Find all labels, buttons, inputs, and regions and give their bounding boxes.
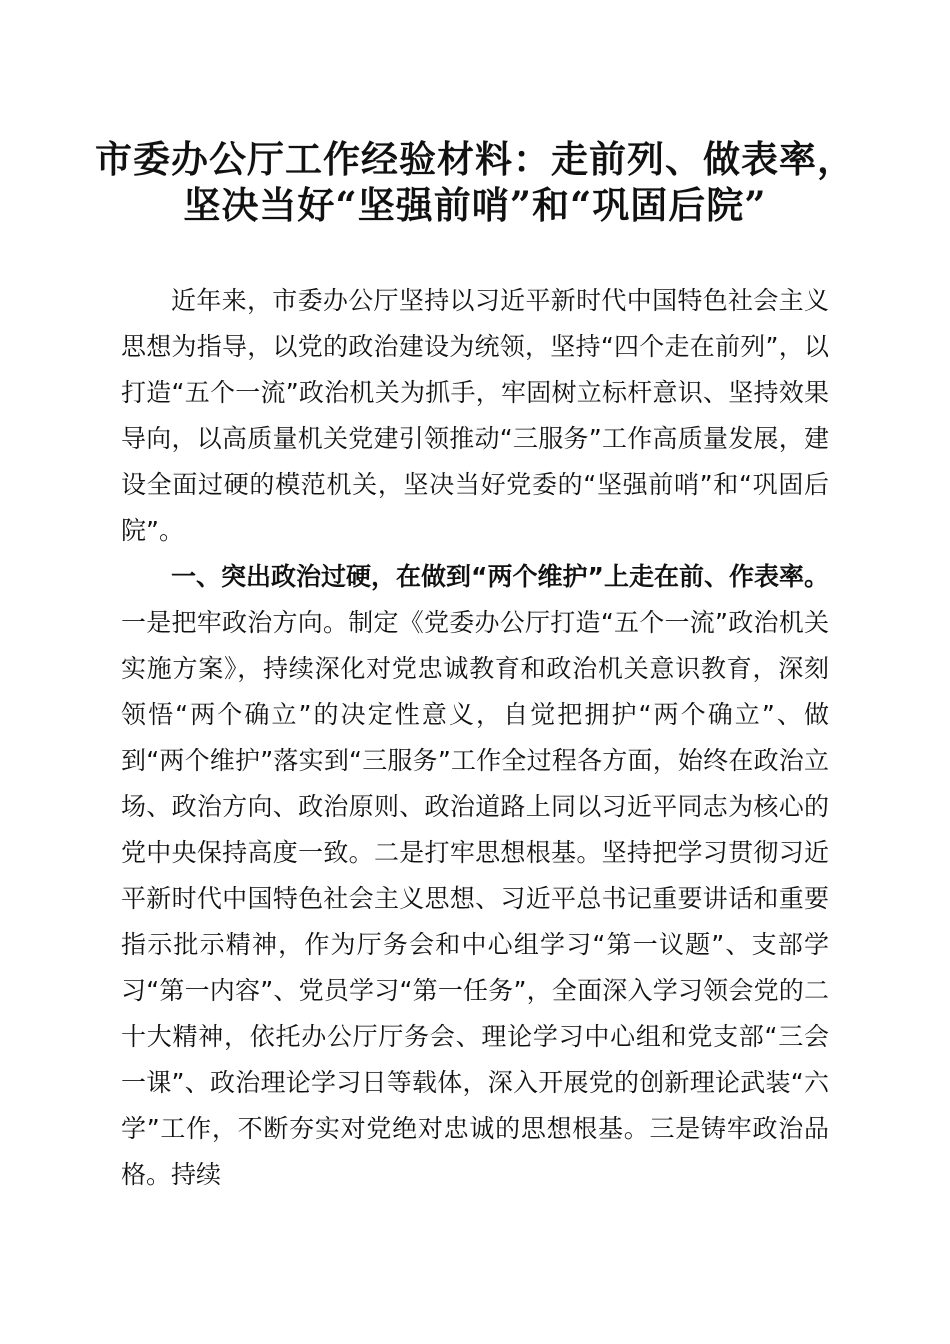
section-1-paragraph [121,554,829,1198]
title-line-2: 坚决当好“坚强前哨”和“巩固后院” [183,183,767,227]
title-line-1: 市委办公厅工作经验材料：走前列、做表率， [95,137,855,181]
section-1-text: 一是把牢政治方向。制定《党委办公厅打造“五个一流”政治机关实施方案》，持续深化对党忠诚教育和政治机关意识教育，深刻领悟“两个确立”的决定性意义，自觉把拥护“两个确立”、做到“两个维护”落实到“三服务”工作全过程各方面，始终在政治立场、政治方向、政治原则、政治道路上同以习近平同志为核心的党中央保持高度一致。二是打牢思想根基。坚持把学习贯彻习近平新时代中国特色社会主义思想、习近平总书记重要讲话和重要指示批示精神，作为厅务会和中心组学习“第一议题”、支部学习“第一内容”、党员学习“第一任务”，全面深入学习领会党的二十大精神，依托办公厅厅务会、理论学习中心组和党支部“三会一课”、政治理论学习日等载体，深入开展党的创新理论武装“六学”工作，不断夯实对党绝对忠诚的思想根基。三是铸牢政治品格。持续 [121,608,829,1189]
document-body [121,278,829,1198]
intro-paragraph: 近年来，市委办公厅坚持以习近平新时代中国特色社会主义思想为指导，以党的政治建设为统领，坚持“四个走在前列”，以打造“五个一流”政治机关为抓手，牢固树立标杆意识、坚持效果导向，以高质量机关党建引领推动“三服务”工作高质量发展，建设全面过硬的模范机关，坚决当好党委的“坚强前哨”和“巩固后院”。 [121,286,829,545]
section-1-heading: 一、突出政治过硬，在做到“两个维护”上走在前、作表率。 [171,562,829,591]
document-title [60,136,890,228]
